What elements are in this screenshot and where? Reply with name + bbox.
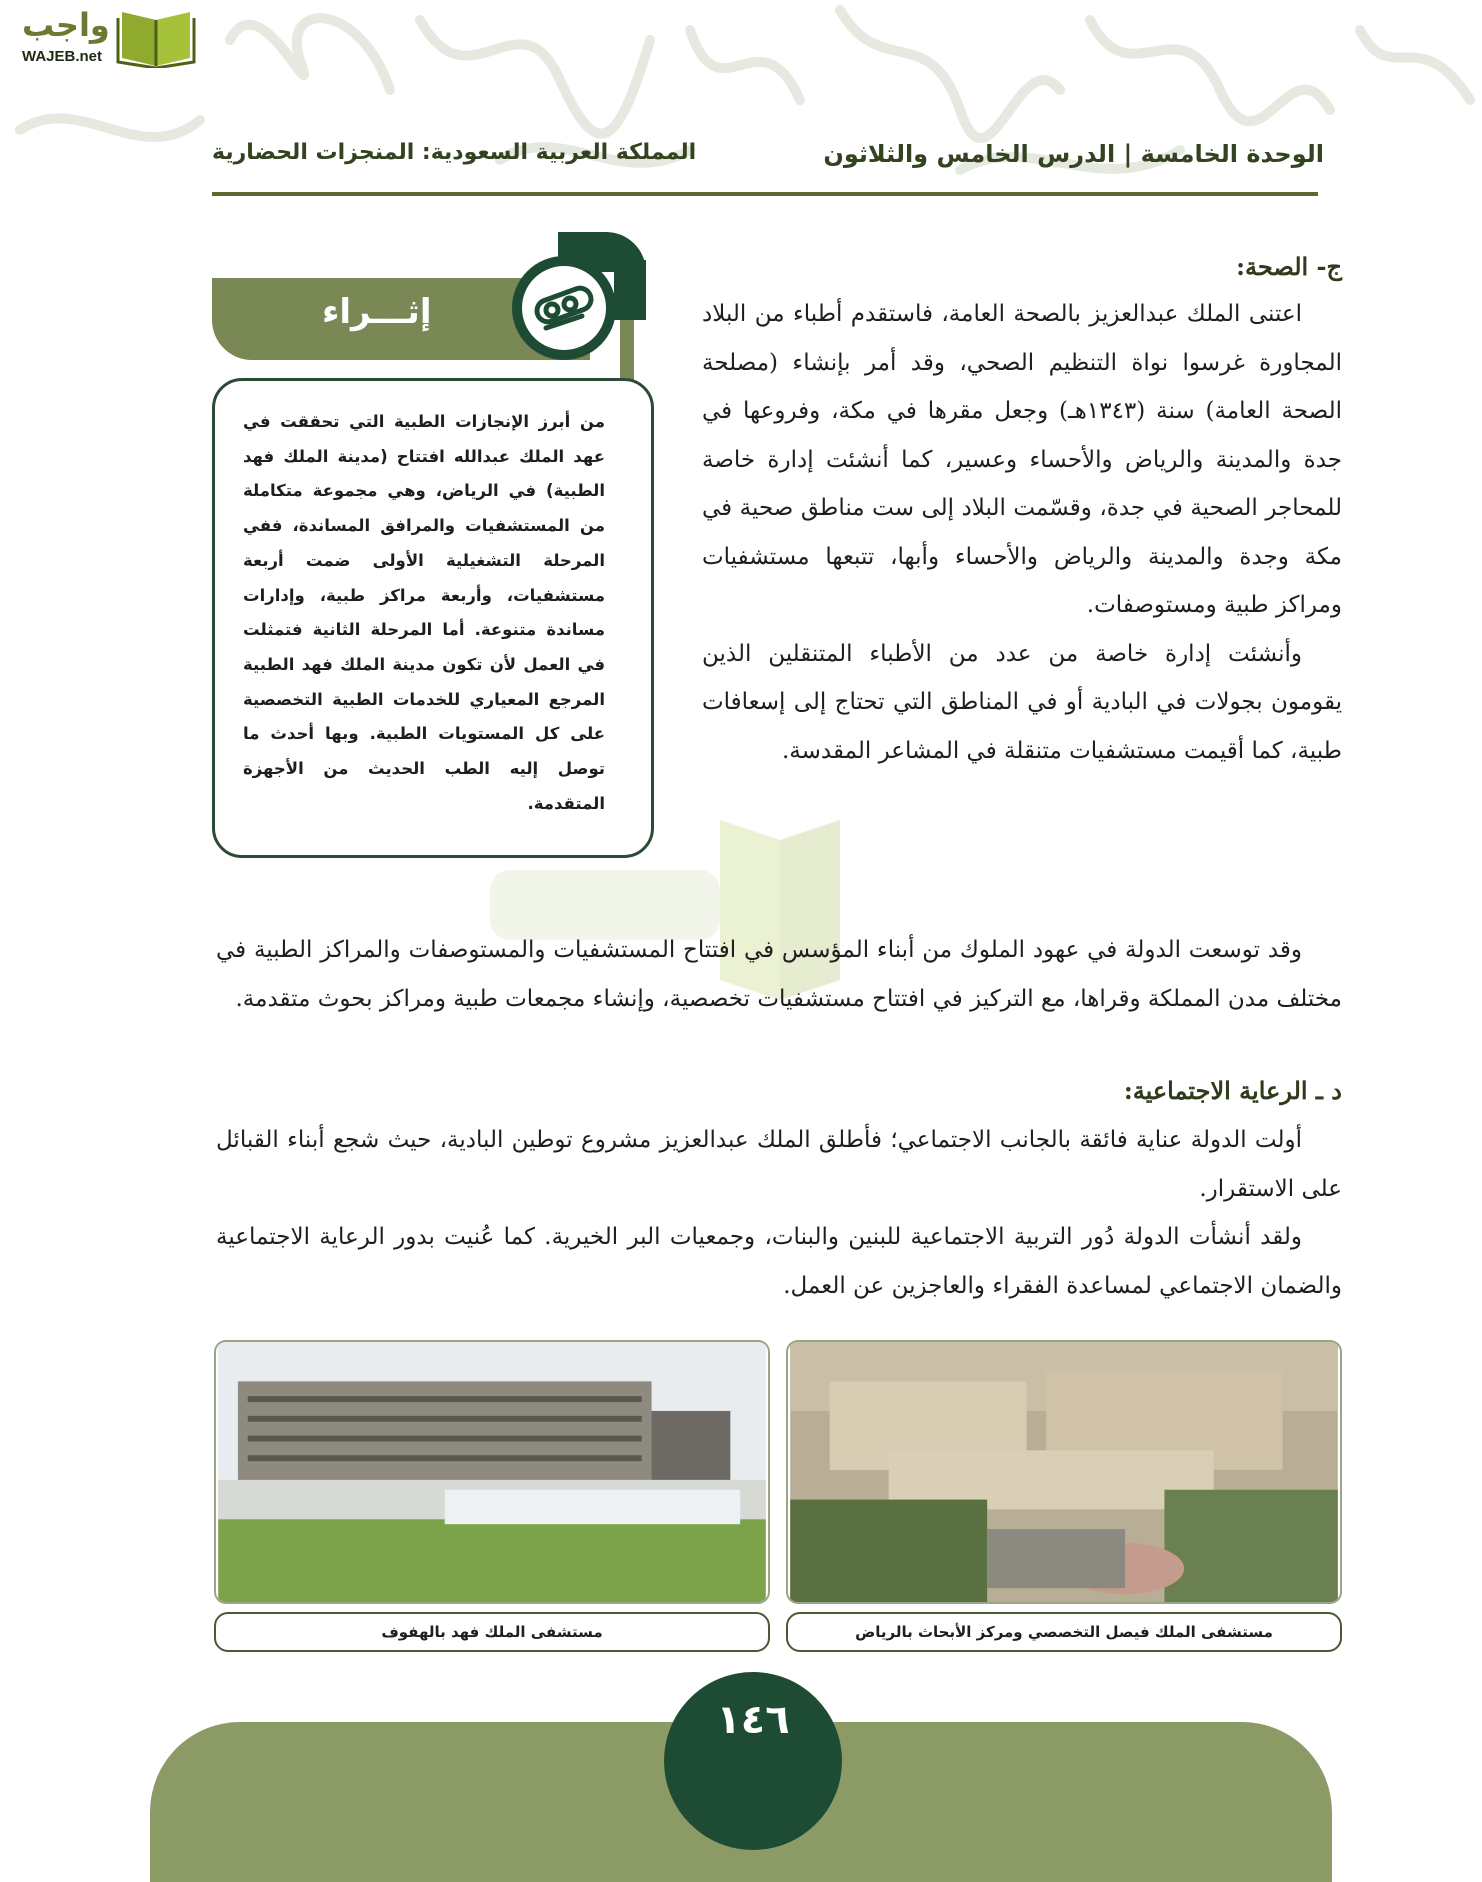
- health-paragraph-3: وقد توسعت الدولة في عهود الملوك من أبناء المؤسس في افتتاح المستشفيات والمستوصفات والمراكز الطبية في مختلف مدن المملكة وقراها، مع التركيز في افتتاح مستشفيات تخصصية، وإنشاء مجمعات طبية ومراكز بحوث متقدمة.: [216, 937, 1342, 1012]
- logo-arabic: واجب: [22, 6, 110, 44]
- topic-title: المملكة العربية السعودية: المنجزات الحضارية: [212, 140, 697, 165]
- telescope-icon: [522, 266, 606, 350]
- ithraa-arm-vertical: [614, 260, 646, 320]
- logo-latin: WAJEB.net: [22, 48, 103, 65]
- social-heading: د ـ الرعاية الاجتماعية:: [1123, 1076, 1342, 1105]
- hospital-building-image: [216, 1342, 768, 1602]
- ithraa-box: [212, 378, 654, 858]
- health-paragraph-1: اعتنى الملك عبدالعزيز بالصحة العامة، فاستقدم أطباء من البلاد المجاورة غرسوا نواة التنظيم الصحي، وقد أمر بإنشاء (مصلحة الصحة العامة) سنة (١٣٤٣هـ) وجعل مقرها في مكة، وفروعها في جدة والمدينة والرياض والأحساء وعسير، كما أنشئت إدارة خاصة للمحاجر الصحية في جدة، وقسّمت البلاد إلى ست مناطق صحية في مكة وجدة والمدينة والرياض والأحساء وأبها، تتبعها مستشفيات ومراكز طبية ومستوصفات.: [702, 301, 1342, 618]
- wajeb-logo[interactable]: [8, 4, 198, 74]
- page-number: ١٤٦: [664, 1672, 842, 1850]
- ithraa-badge: [512, 256, 616, 360]
- calligraphy-background: [0, 0, 1482, 240]
- photo-king-fahd-hospital: [214, 1340, 770, 1604]
- header-divider: [212, 192, 1318, 196]
- ithraa-label: إثـــراء: [322, 292, 432, 332]
- health-paragraph-2: وأنشئت إدارة خاصة من عدد من الأطباء المتنقلين الذين يقومون بجولات في البادية أو في المناطق التي تحتاج إلى إسعافات طبية، كما أقيمت مستشفيات متنقلة في المشاعر المقدسة.: [702, 640, 1342, 764]
- photo-king-faisal-hospital: [786, 1340, 1342, 1604]
- social-paragraph-2: ولقد أنشأت الدولة دُور التربية الاجتماعية للبنين والبنات، وجمعيات البر الخيرية. كما عُنيت بدور الرعاية الاجتماعية والضمان الاجتماعي لمساعدة الفقراء والعاجزين عن العمل.: [216, 1224, 1342, 1299]
- health-heading: ج- الصحة:: [1236, 252, 1342, 281]
- unit-lesson-title: الوحدة الخامسة | الدرس الخامس والثلاثون: [823, 140, 1324, 168]
- social-paragraph-1: أولت الدولة عناية فائقة بالجانب الاجتماعي؛ فأطلق الملك عبدالعزيز مشروع توطين البادية، حيث شجع أبناء القبائل على الاستقرار.: [216, 1127, 1342, 1202]
- caption-king-faisal-hospital: مستشفى الملك فيصل التخصصي ومركز الأبحاث بالرياض: [786, 1612, 1342, 1652]
- caption-king-fahd-hospital: مستشفى الملك فهد بالهفوف: [214, 1612, 770, 1652]
- health-paragraph-3-block: [216, 926, 1342, 1023]
- ithraa-text: من أبرز الإنجازات الطبية التي تحققت في عهد الملك عبدالله افتتاح (مدينة الملك فهد الطبية) في الرياض، وهي مجموعة متكاملة من المستشفيات والمرافق المساندة، ففي المرحلة التشغيلية الأولى ضمت أربعة مستشفيات، وأربعة مراكز طبية، وإدارات مساندة متنوعة. أما المرحلة الثانية فتمثلت في العمل لأن تكون مدينة الملك فهد الطبية المرجع المعياري للخدمات الطبية التخصصية على كل المستويات الطبية. وبها أحدث ما توصل إليه الطب الحديث من الأجهزة المتقدمة.: [243, 412, 605, 813]
- social-text-block: [216, 1116, 1342, 1310]
- open-book-icon: [116, 8, 196, 68]
- health-text-column: [702, 290, 1342, 775]
- hospital-aerial-image: [788, 1342, 1340, 1602]
